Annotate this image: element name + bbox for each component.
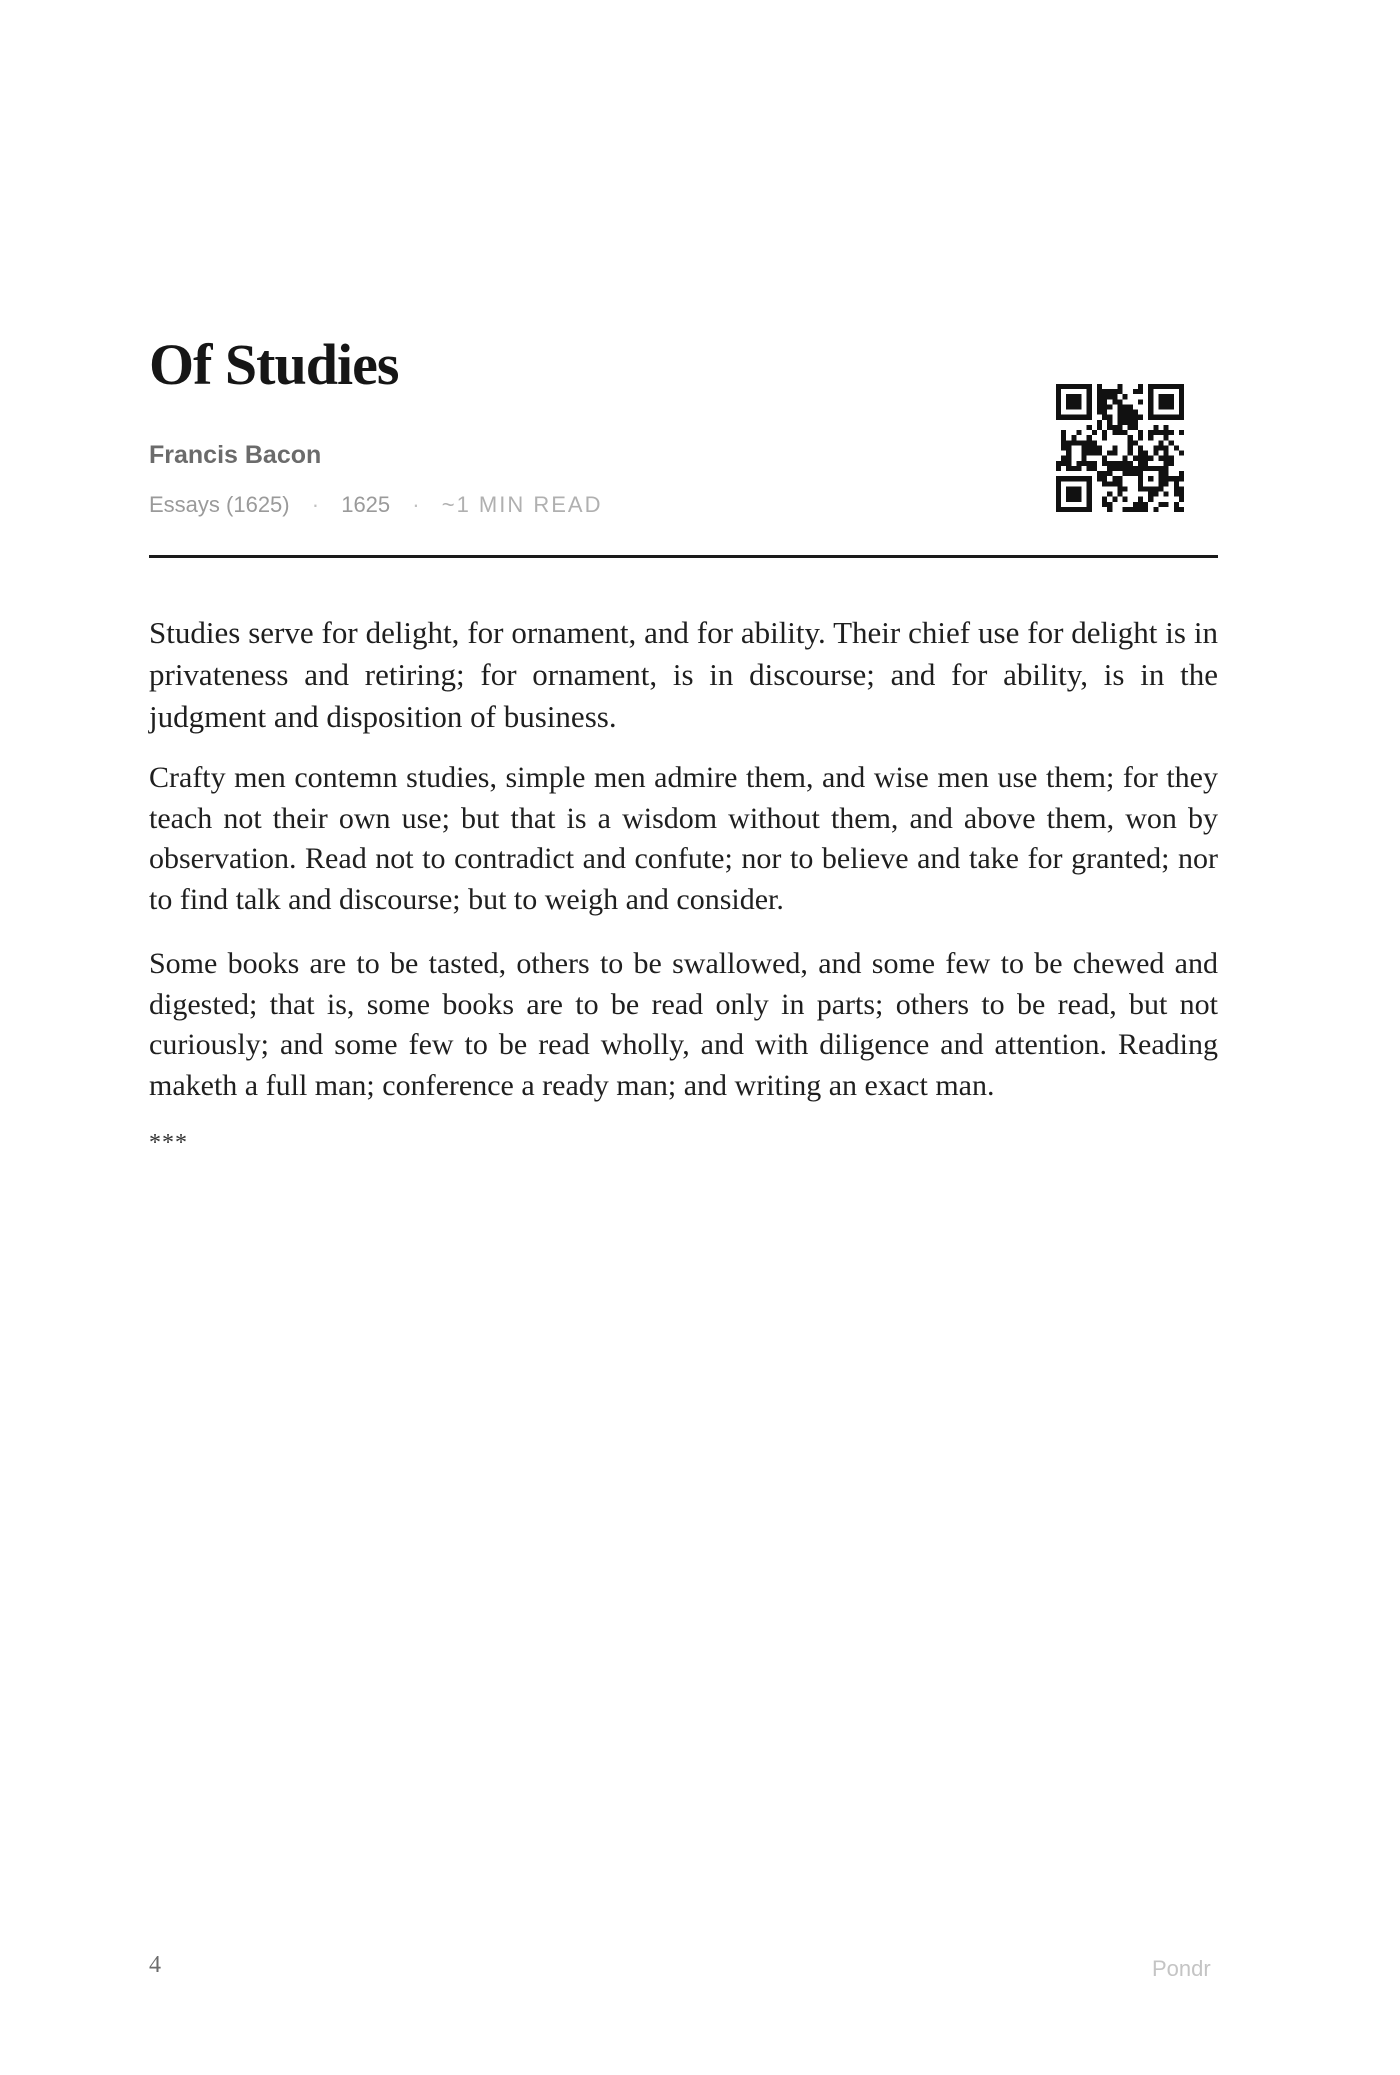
article-body	[149, 612, 1218, 1157]
meta-separator: ·	[311, 492, 320, 517]
header-divider	[149, 555, 1218, 558]
paragraph: Studies serve for delight, for ornament, and for ability. Their chief use for delight is in privateness and retiring; for ornament, is in discourse; and for ability, is in the judgment and disposition of business.	[149, 615, 1218, 734]
paragraph: Some books are to be tasted, others to be swallowed, and some few to be chewed and digested; that is, some books are to be read only in parts; others to be read, but not curiously; and some few to be read wholly, and with diligence and attention. Reading maketh a full man; conference a ready man; and writing an exact man.	[149, 947, 1218, 1102]
author-name: Francis Bacon	[149, 441, 322, 469]
page-number: 4	[149, 1952, 161, 1978]
read-time-label: ~1 MIN READ	[441, 492, 603, 517]
page-title: Of Studies	[149, 332, 399, 397]
source-label: Essays (1625)	[149, 492, 290, 517]
brand-label: Pondr	[1152, 1956, 1211, 1981]
meta-separator: ·	[412, 492, 420, 517]
year-label: 1625	[341, 492, 391, 517]
section-ornament: ***	[149, 1130, 188, 1156]
article-meta	[149, 492, 603, 518]
paragraph: Crafty men contemn studies, simple men admire them, and wise men use them; for they teach not their own use; but that is a wisdom without them, and above them, won by observation. Read not to contradict and confute; nor to believe and take for granted; nor to find talk and discourse; but to weigh and consider.	[149, 761, 1218, 916]
qr-code-icon[interactable]	[1056, 384, 1184, 512]
